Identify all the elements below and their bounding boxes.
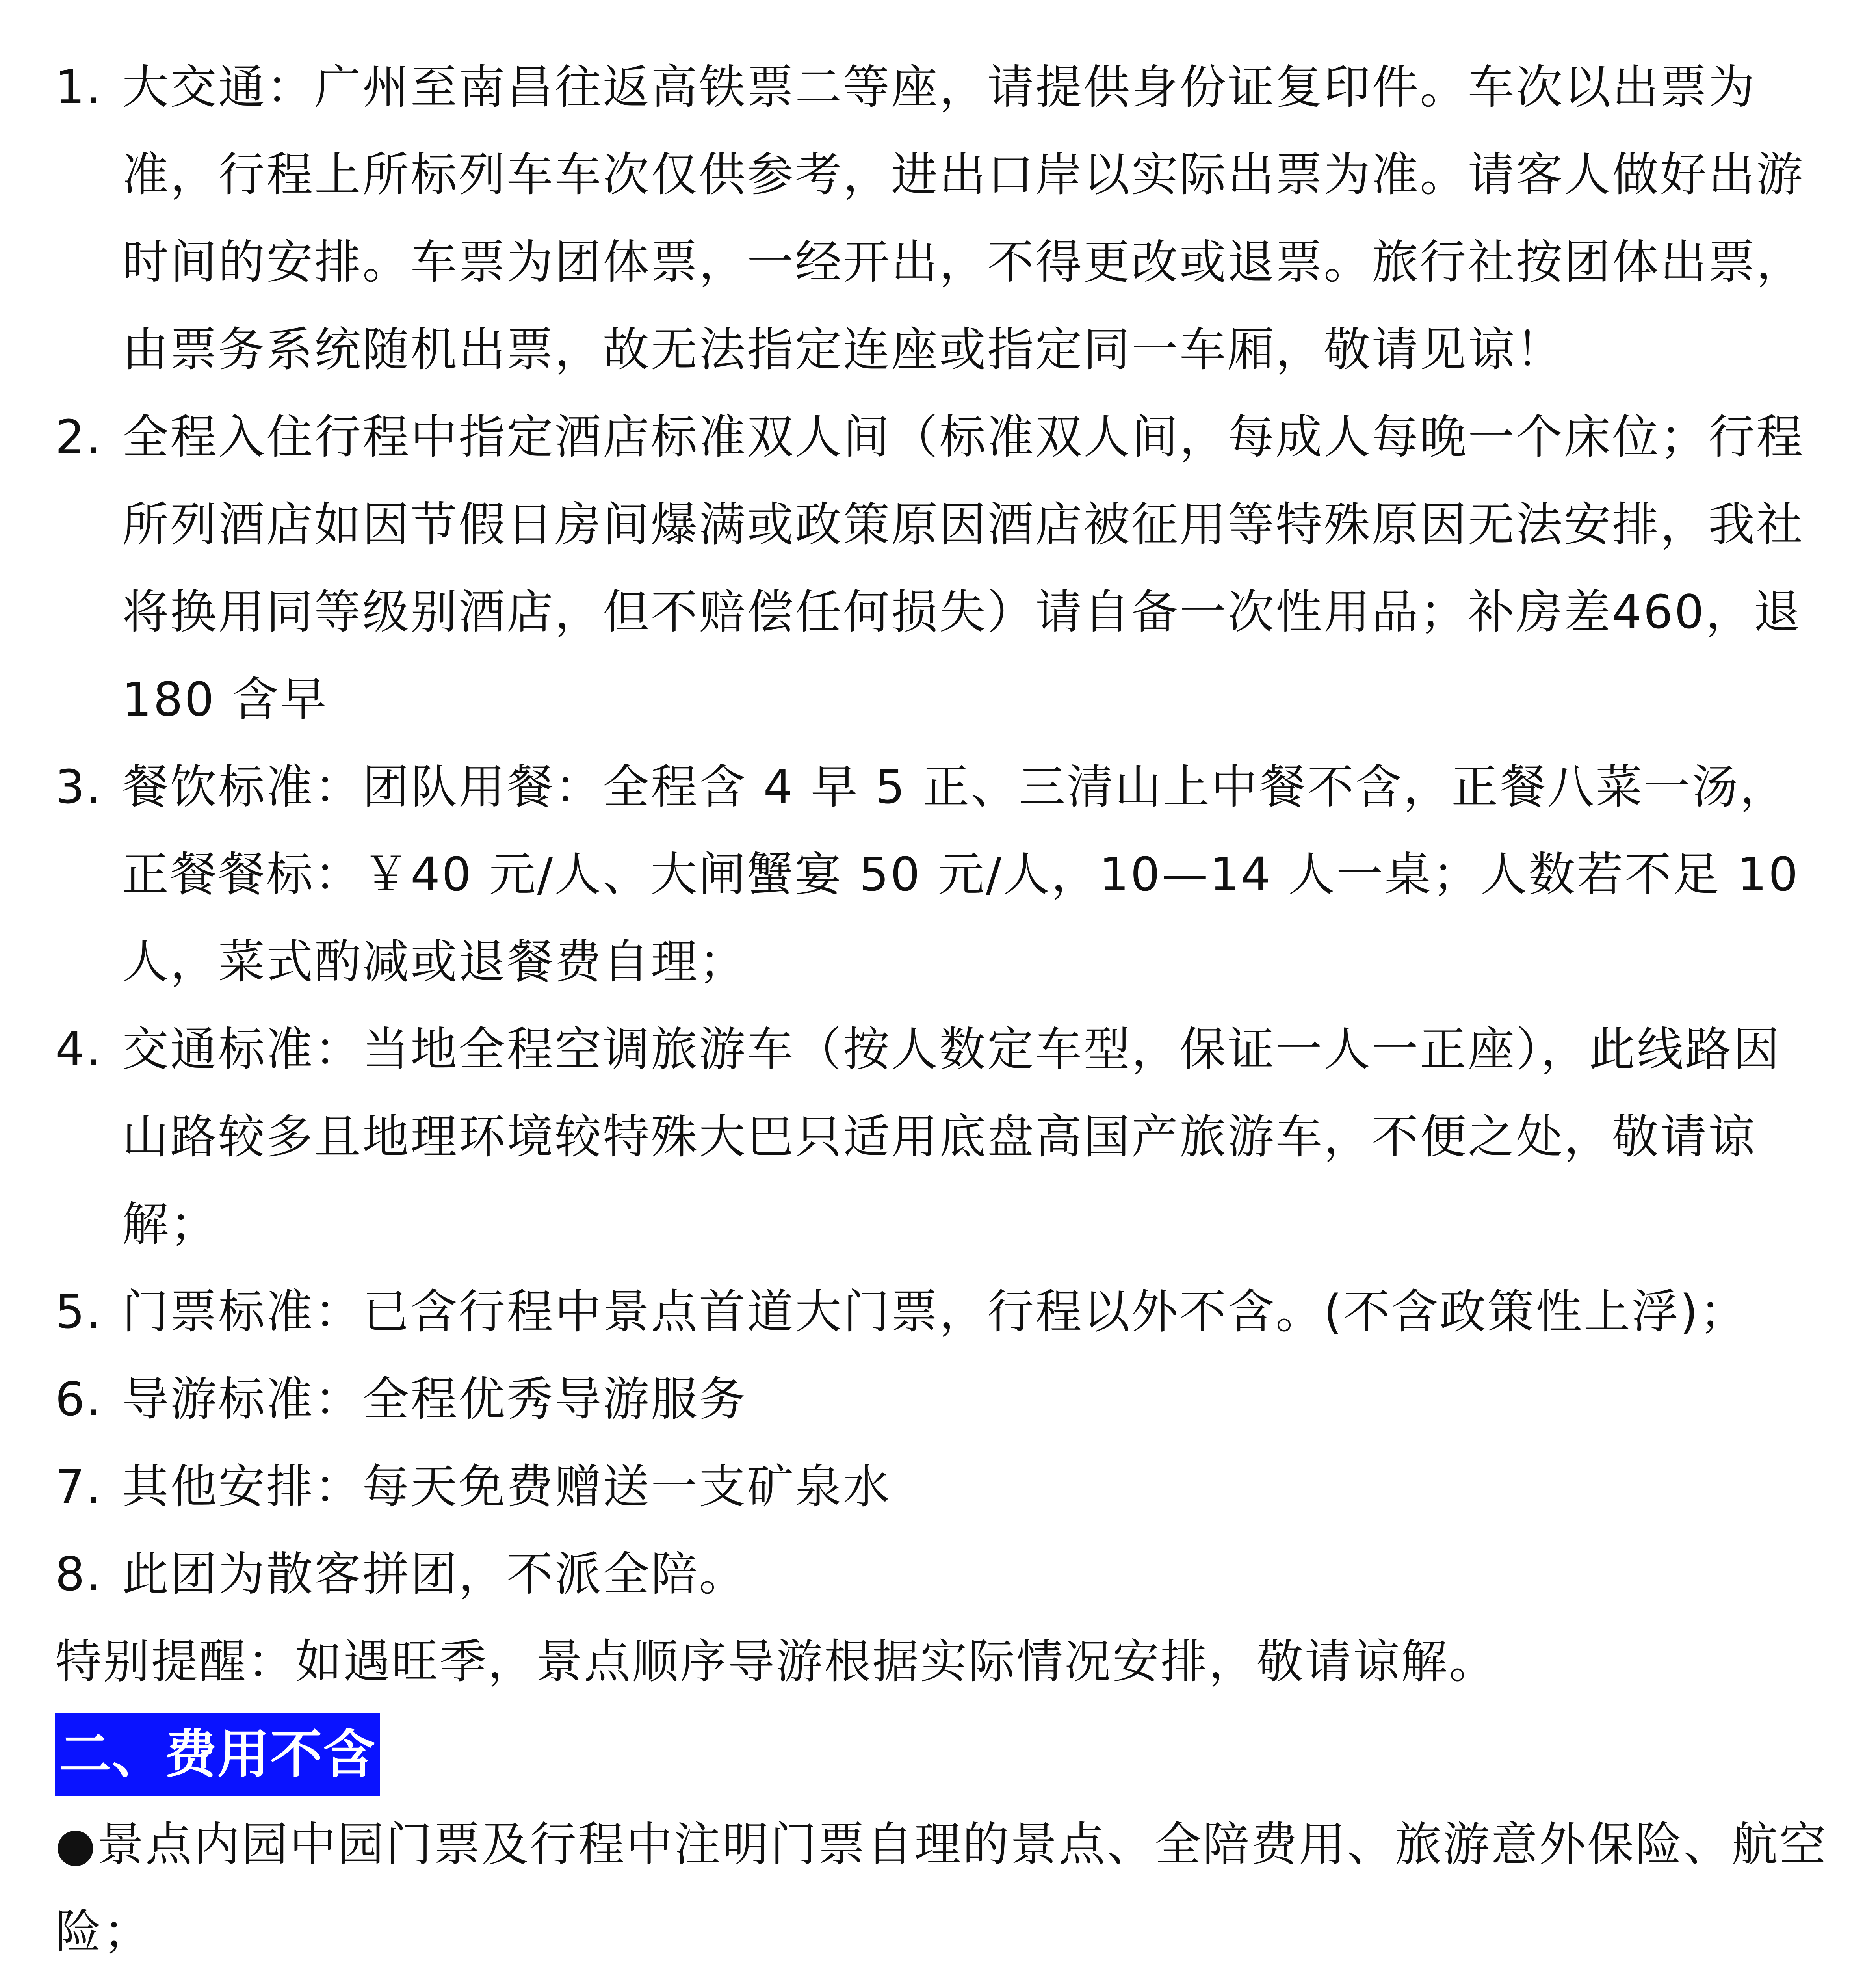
list-number: 2.	[55, 410, 103, 464]
list-item	[55, 1530, 1828, 1618]
list-item-text: 交通标准：当地全程空调旅游车（按人数定车型，保证一人一正座），此线路因山路较多且地理环境较特殊大巴只适用底盘高国产旅游车，不便之处，敬请谅解；	[122, 1022, 1781, 1251]
list-item	[55, 1355, 1828, 1443]
list-item-text: 餐饮标准：团队用餐：全程含 4 早 5 正、三清山上中餐不含，正餐八菜一汤，正餐餐标：￥40 元/人、大闸蟹宴 50 元/人，10—14 人一桌；人数若不足 10人，菜式酌减或退餐费自理；	[122, 760, 1800, 989]
list-number: 7.	[55, 1459, 103, 1514]
list-number: 5.	[55, 1284, 103, 1339]
list-item	[55, 43, 1828, 393]
section-heading-exclusions: 二、费用不含	[55, 1713, 380, 1796]
list-item-text: 此团为散客拼团，不派全陪。	[122, 1547, 747, 1601]
list-item	[55, 1268, 1828, 1355]
list-item-text: 导游标准：全程优秀导游服务	[122, 1372, 747, 1426]
inclusions-list	[55, 43, 1828, 1618]
list-number: 3.	[55, 760, 103, 814]
exclusions-list	[55, 1801, 1828, 1970]
list-item	[55, 1005, 1828, 1268]
list-number: 1.	[55, 60, 103, 114]
list-item-text: 全程入住行程中指定酒店标准双人间（标准双人间，每成人每晚一个床位；行程所列酒店如因节假日房间爆满或政策原因酒店被征用等特殊原因无法安排，我社将换用同等级别酒店，但不赔偿任何损失）请自备一次性用品；补房差460，退 180 含早	[122, 410, 1805, 727]
list-item	[55, 393, 1828, 743]
list-number: 6.	[55, 1372, 103, 1426]
special-reminder: 特别提醒：如遇旺季，景点顺序导游根据实际情况安排，敬请谅解。	[55, 1634, 1497, 1689]
list-item-text: 大交通：广州至南昌往返高铁票二等座，请提供身份证复印件。车次以出票为准，行程上所标列车车次仅供参考，进出口岸以实际出票为准。请客人做好出游时间的安排。车票为团体票，一经开出，不得更改或退票。旅行社按团体出票，由票务系统随机出票，故无法指定连座或指定同一车厢，敬请见谅！	[122, 60, 1805, 377]
list-number: 8.	[55, 1547, 103, 1601]
list-item-text: 其他安排：每天免费赠送一支矿泉水	[122, 1459, 892, 1514]
list-item	[55, 1443, 1828, 1530]
document-page	[55, 43, 1828, 1970]
list-number: 4.	[55, 1022, 103, 1076]
list-item	[55, 743, 1828, 1005]
bullet-item: ●景点内园中园门票及行程中注明门票自理的景点、全陪费用、旅游意外保险、航空险；	[55, 1817, 1828, 1959]
list-item-text: 门票标准：已含行程中景点首道大门票，行程以外不含。(不含政策性上浮)；	[122, 1284, 1748, 1339]
